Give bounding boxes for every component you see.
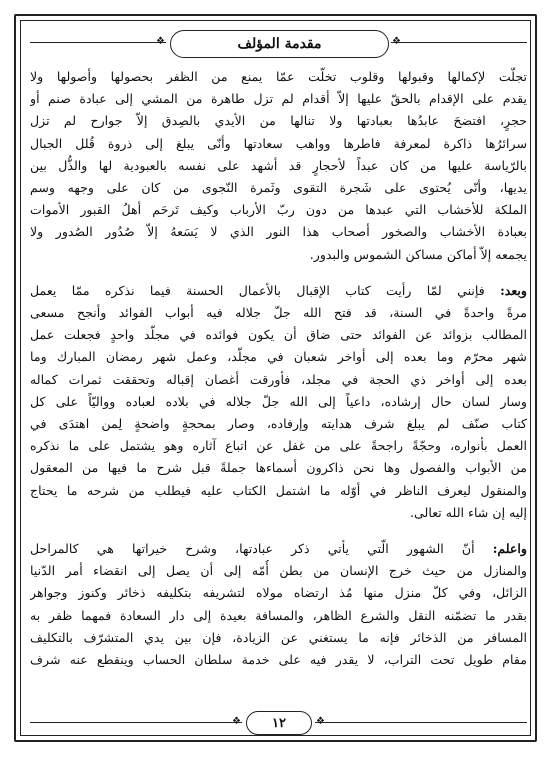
text-line: يجمعه إلاّ أماكن مساكن الشموس والبدور. <box>309 246 527 262</box>
text-line: بعده إلى أواخر ذي الحجة في مجلد، فأورقت أغصان إقباله وتحققت ثمرات كماله <box>30 371 527 387</box>
footer-rule-left <box>30 722 242 723</box>
header-rule-right <box>391 42 527 43</box>
body-text <box>30 66 527 706</box>
paragraph-lead-word: واعلم: <box>492 541 527 557</box>
paragraph-1 <box>30 66 527 266</box>
paragraph-gap <box>30 266 527 280</box>
text-line: والمنازل من حيث خرج الإنسان من بطن أُمّه إلى أن يصل إلى انقضاء أمر الدّنيا <box>30 563 527 579</box>
footer-ornament-right-icon: ❖ <box>316 716 325 727</box>
footer-rule-right <box>315 722 527 723</box>
page-number <box>246 711 312 735</box>
page-number-label: ١٢ <box>272 715 286 731</box>
text-line: كتاب صنّف لم يبلغ شرف هدايته وإرفاده، وصار بمحجةٍ واضحةٍ لِمن اهتدَى في <box>30 416 527 432</box>
footer-ornament-left-icon: ❖ <box>232 716 241 727</box>
paragraph-2 <box>30 280 527 524</box>
text-line: الزائل، وفي كلّ منزل منها مُذ ارتضاه مولاه لتشريفه بتكليفه ذخائر وكنوز وجواهر <box>30 585 527 601</box>
text-line: واعلم: أنّ الشهور الّتي يأتي ذكر عبادتها، وشرح خيراتها هي كالمراحل <box>30 541 527 557</box>
text-line: المطالب بزوائد عن الفوائد حتى ضاق أن يكون فوائده في مجلّد واحدٍ فجعلت عمل <box>30 327 527 343</box>
text-line: مقام طويل تحت التراب، لا يقدر فيه على خدمة سلطان الحساب وينقطع عنه شرف <box>30 652 527 668</box>
text-line: العمل بأنواره، وحجّةً راجحةً على من غفل عن اتباع آثاره وهو يشتمل على ما نذكره <box>30 438 527 454</box>
header-rule-left <box>30 42 166 43</box>
text-line: وبعد: فإنني لمّا رأيت كتاب الإقبال بالأعمال الحسنة فيما نذكره ممّا يعمل <box>30 282 527 298</box>
text-line: والمنقول ليعرف الناظر في أوّله ما اشتمل الكتاب عليه فيطلب من شرحه ما يحتاج <box>30 482 527 498</box>
header-ornament-left-icon: ❖ <box>156 36 165 47</box>
text-line: إليه إن شاء الله تعالى. <box>410 504 527 520</box>
text-line: من الأبواب والفصول وها نحن ذاكرون أسماءها جملةً قبل شرح ما فيها من المعقول <box>30 460 527 476</box>
text-line: بعبادة الأخشاب والصخور أصحاب هذا النور الذي لا يَسَعهُ إلاّ صُدُور الصُدور ولا <box>30 224 527 240</box>
chapter-title: مقدمة المؤلف <box>237 36 322 52</box>
text-line: بالرّياسة عليها من كان عبداً لأحجارٍ قد أشهد على نفسه بالعبودية لها والذُّل بين <box>30 157 527 173</box>
text-line: يديها، وأنّى يُحتوى على شَجرة التقوى وثَمرة النّجوى من كان على وجهه وسم <box>30 180 527 196</box>
text-line: تجلّت لإكمالها وقبولها وقلوب تخلّت عمّا يمنع من الظفر بحصولها وأصولها ولا <box>30 69 527 84</box>
text-line: حجرٍ، افتضحَ عابدُها بعبادتها ولا تنالها من الأيدي بالصِدق إلاّ جوارح لم تزل <box>30 113 527 129</box>
paragraph-gap <box>30 524 527 538</box>
header-ornament-right-icon: ❖ <box>392 36 401 47</box>
text-line: سرائرُها ذاكرة لمعرفة فاطرها وواهب سعادتها وأنّى يبلغ إلى ذروة قُلل الجبال <box>30 135 527 151</box>
paragraph-3 <box>30 538 527 671</box>
text-line: بقدر ما تضمّنه النقل والشرع الظاهر، والمسافة بعيدة إلى دار السعادة فمهما ظفر به <box>30 607 527 623</box>
text-line: الملكة للأخشاب التي عبدها من دون ربّ الأرباب وكيف تَرحَم أهلُ القبور الأموات <box>30 202 527 218</box>
text-line: مرةً واحدةً في السنة، قد فتح الله جلّ جلاله فيه أبواب الفوائد وأنجح مسعى <box>30 305 527 321</box>
text-line: شهر محرّم وما بعده إلى أواخر شعبان في مجلّد، وعمل شهر رمضان المبارك وما <box>30 349 527 365</box>
text-line: المسافر من الذخائر فإنه ما يستغني عن الزيادة، فإن بين يدي المتشرّف بالتكليف <box>30 629 527 645</box>
text-line: وسار لسان حال إرشاده، داعياً إلى الله جلّ جلاله في بلاده لعباده وواليّاً على كل <box>30 393 527 409</box>
text-line: يقدم على الإقدام بالحقّ عليها إلاّ أقدام لم تزل طاهرة من المشي إلى عبادة صنم أو <box>30 91 527 107</box>
chapter-header <box>170 30 389 58</box>
paragraph-lead-word: وبعد: <box>500 282 527 298</box>
